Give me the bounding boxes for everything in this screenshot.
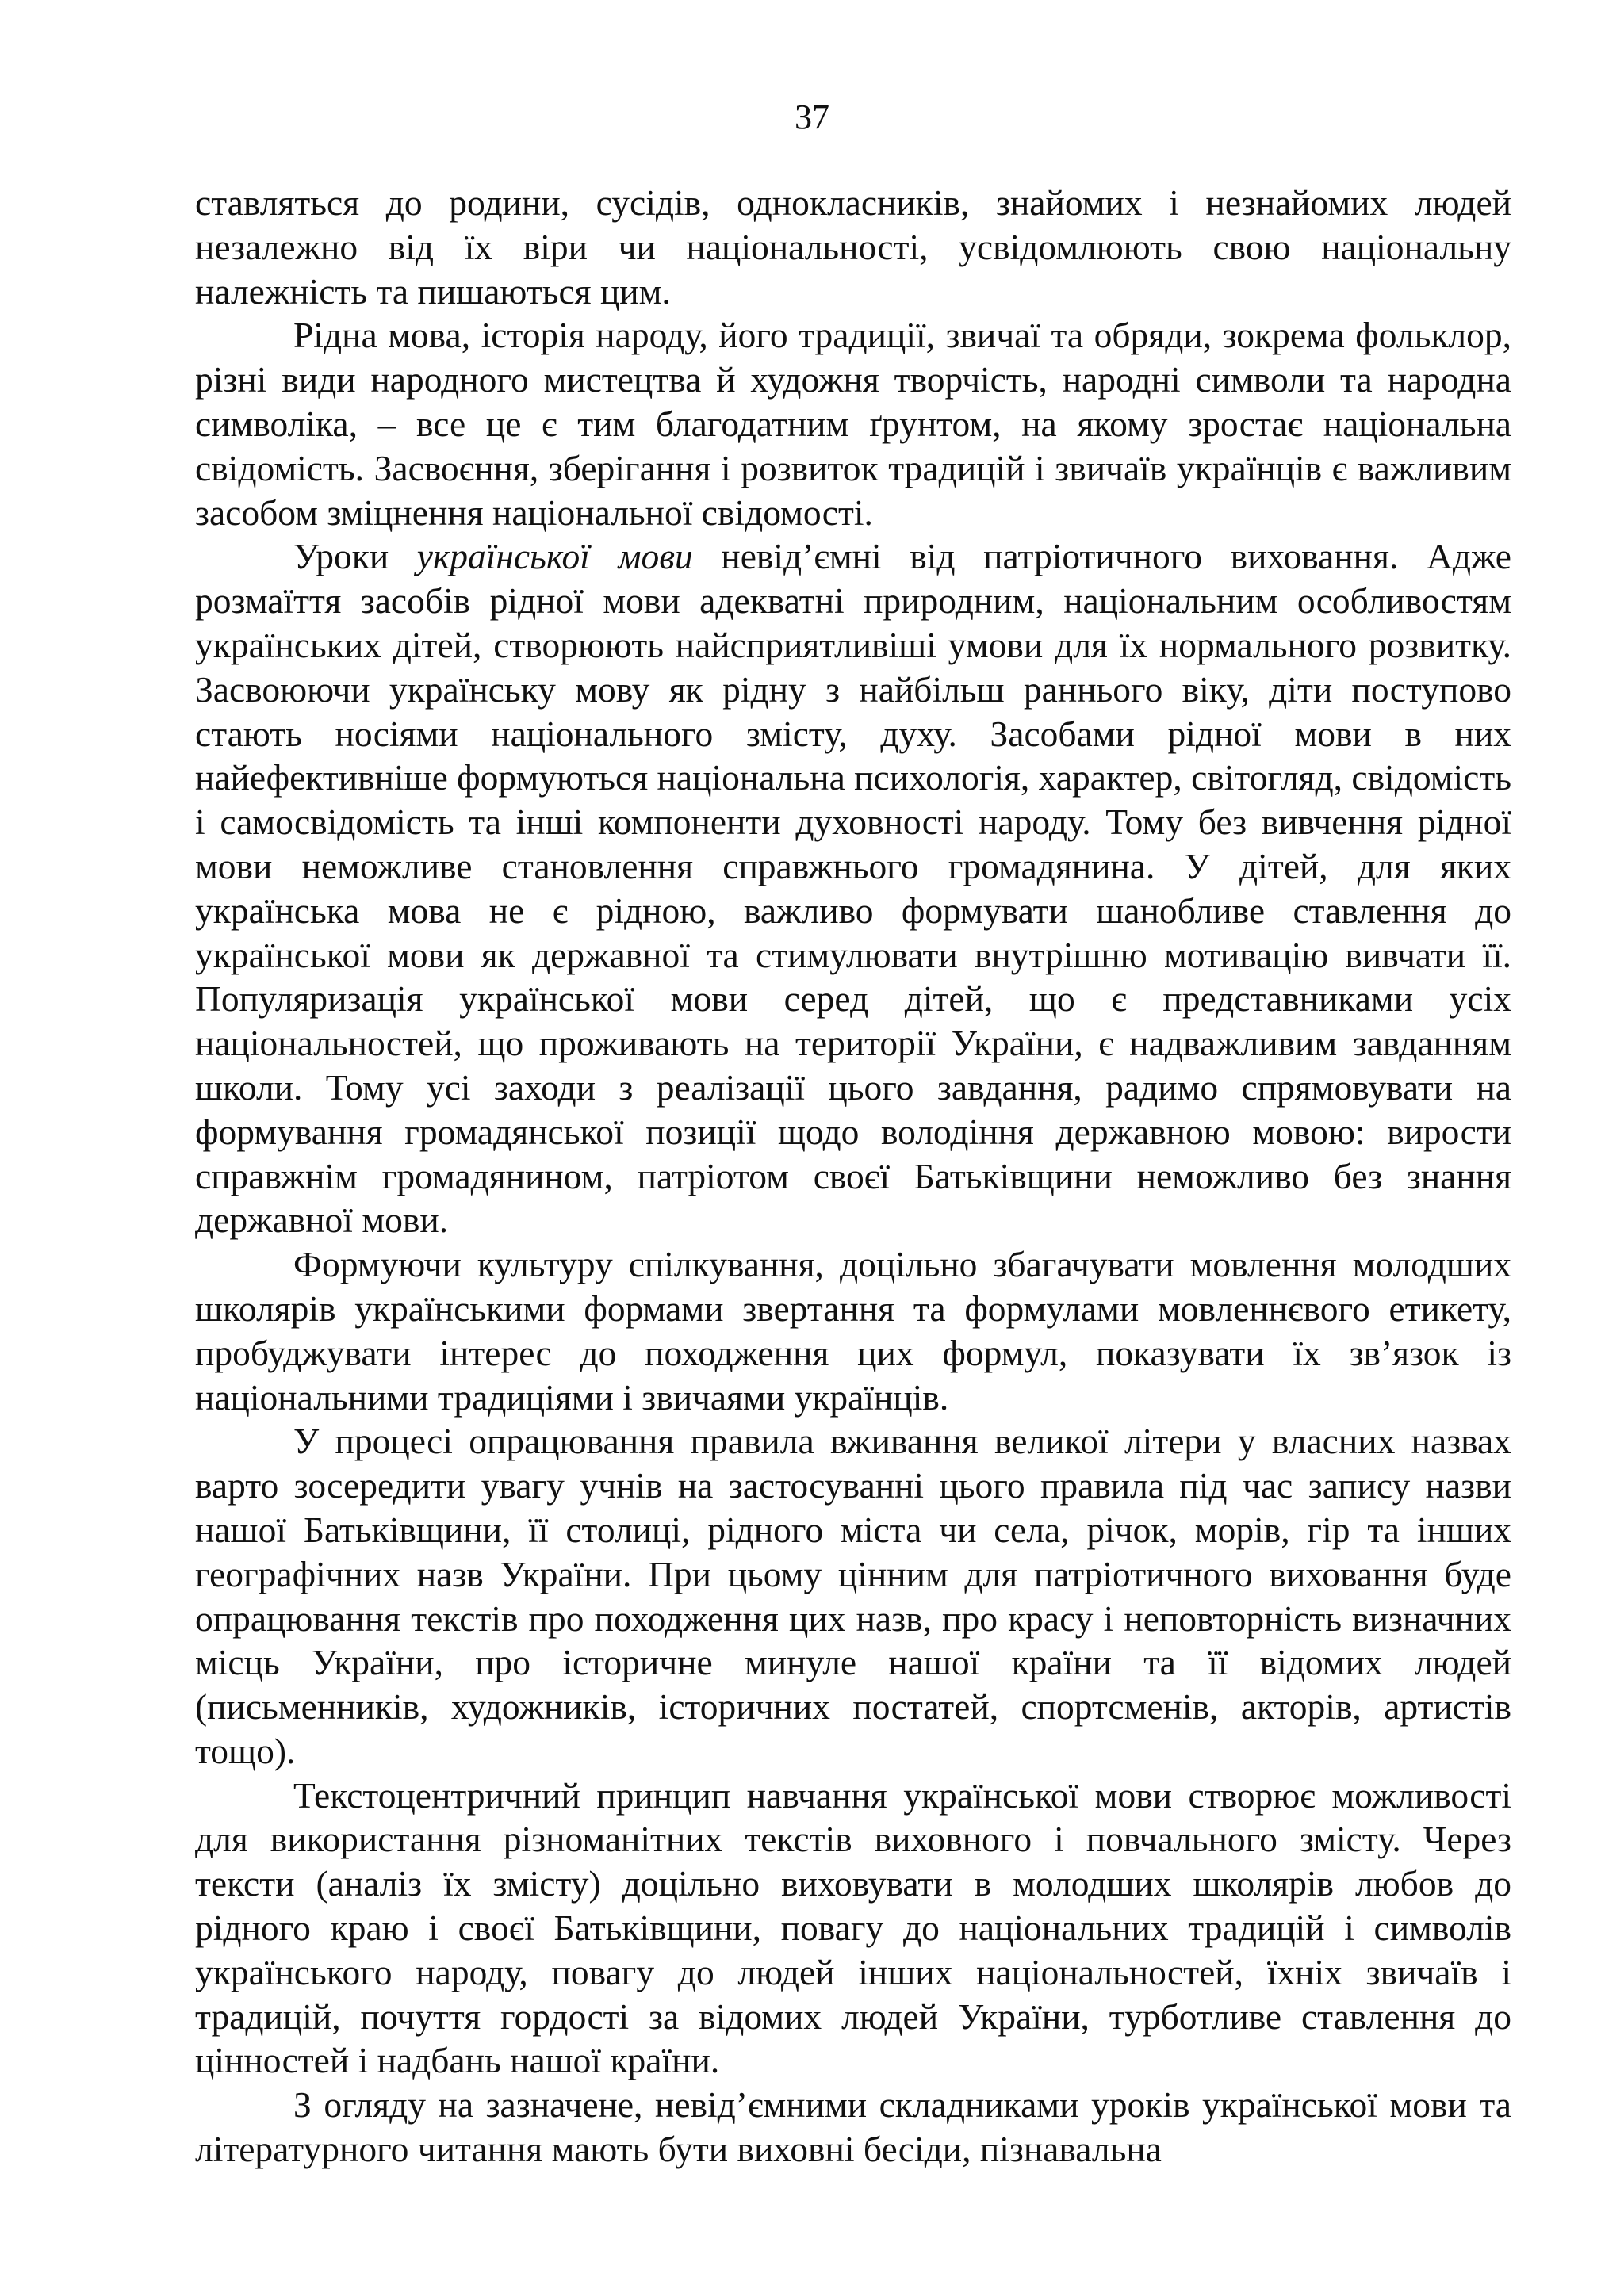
paragraph-text-centric-principle: Текстоцентричний принцип навчання української мови створює можливості для використання різноманітних текстів виховного і повчального змісту. Через тексти (аналіз їх змісту) доцільно виховувати в молодших школярів любов до рідного краю і своєї Батьківщини, повагу до національних традицій і символів українського народу, повагу до людей інших національностей, їхніх звичаїв і традицій, почуття гордості за відомих людей України, турботливе ставлення до цінностей і надбань нашої країни. [195, 1774, 1511, 2081]
paragraph-conclusion: З огляду на зазначене, невід’ємними складниками уроків української мови та літературного читання мають бути виховні бесіди, пізнавальна [195, 2084, 1511, 2170]
paragraph-communication-culture: Формуючи культуру спілкування, доцільно збагачувати мовлення молодших школярів українськими формами звертання та формулами мовленнєвого етикету, пробуджувати інтерес до походження цих формул, показувати їх зв’язок із національними традиціями і звичаями українців. [195, 1244, 1511, 1418]
paragraph-lead-text: Уроки [293, 536, 417, 577]
paragraph-continuation: ставляться до родини, сусідів, однокласників, знайомих і незнайомих людей незалежно від їх віри чи національності, усвідомлюють свою національну належність та пишаються цим. [195, 182, 1511, 312]
document-body [195, 181, 1511, 2172]
paragraph-body-text: невід’ємні від патріотичного виховання. Адже розмаїття засобів рідної мови адекватні природним, національним особливостям українських дітей, створюють найсприятливіші умови для їх нормального розвитку. Засвоюючи українську мову як рідну з найбільш раннього віку, діти поступово стають носіями національного змісту, духу. Засобами рідної мови в них найефективніше формуються національна психологія, характер, світогляд, свідомість і самосвідомість та інші компоненти духовності народу. Тому без вивчення рідної мови неможливе становлення справжнього громадянина. У дітей, для яких українська мова не є рідною, важливо формувати шанобливе ставлення до української мови як державної та стимулювати внутрішню мотивацію вивчати її. Популяризація української мови серед дітей, що є представниками усіх національностей, що проживають на території України, є надважливим завданням школи. Тому усі заходи з реалізації цього завдання, радимо спрямовувати на формування громадянської позиції щодо володіння державною мовою: вирости справжнім громадянином, патріотом своєї Батьківщини неможливо без знання державної мови. [195, 536, 1511, 1241]
page-number: 37 [795, 98, 829, 136]
paragraph-capital-letter-rule: У процесі опрацювання правила вживання великої літери у власних назвах варто зосередити увагу учнів на застосуванні цього правила під час запису назви нашої Батьківщини, її столиці, рідного міста чи села, річок, морів, гір та інших географічних назв України. При цьому цінним для патріотичного виховання буде опрацювання текстів про походження цих назв, про красу і неповторність визначних місць України, про історичне минуле нашої країни та її відомих людей (письменників, художників, історичних постатей, спортсменів, акторів, артистів тощо). [195, 1421, 1511, 1771]
paragraph-native-language: Рідна мова, історія народу, його традиції, звичаї та обряди, зокрема фольклор, різні види народного мистецтва й художня творчість, народні символи та народна символіка, – все це є тим благодатним ґрунтом, на якому зростає національна свідомість. Засвоєння, зберігання і розвиток традицій і звичаїв українців є важливим засобом зміцнення національної свідомості. [195, 315, 1511, 533]
paragraph-ukrainian-lessons [195, 534, 1511, 1242]
emphasized-text: української мови [416, 536, 693, 577]
